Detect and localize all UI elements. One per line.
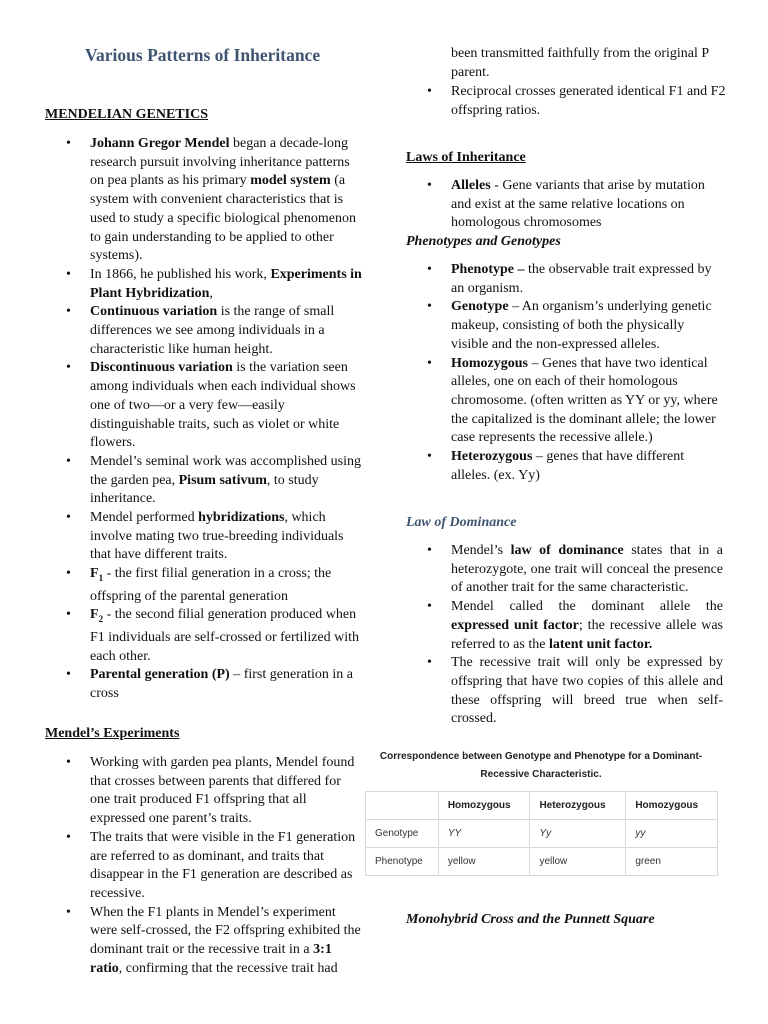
table-row <box>366 820 718 848</box>
table-cell: Phenotype <box>366 848 439 876</box>
experiments-list <box>90 754 362 978</box>
list-item: • Homozygous – Genes that have two identical alleles, one on each of their homologous chromosome. (often written as YY or yy, where the capitalized is the dominant allele; the lower case represents the recessive allele.) <box>451 355 723 449</box>
list-item: • Discontinuous variation is the variation seen among individuals when each individual shows one of two—or a very few—easily distinguishable traits, such as violet or white flowers. <box>90 359 362 453</box>
section-heading-laws: Laws of Inheritance <box>406 150 526 165</box>
list-item: • Genotype – An organism’s underlying genetic makeup, consisting of both the physically visible and the non-expressed alleles. <box>451 298 723 354</box>
mendelian-list <box>90 135 362 704</box>
table-cell: Yy <box>530 820 626 848</box>
page-title: Various Patterns of Inheritance <box>85 45 321 65</box>
list-item: • Continuous variation is the range of small differences we see among individuals in a characteristic like human height. <box>90 303 362 359</box>
table-cell: yy <box>626 820 718 848</box>
list-item: • Mendel’s law of dominance states that in a heterozygote, one trait will conceal the presence of another trait for the same characteristic. <box>451 542 723 598</box>
dominance-list <box>451 542 723 729</box>
table-header-cell: Homozygous <box>438 792 530 820</box>
laws-list <box>451 177 721 233</box>
list-item: • In 1866, he published his work, Experiments in Plant Hybridization, <box>90 266 362 303</box>
section-heading-dominance: Law of Dominance <box>406 515 517 530</box>
table-row <box>366 848 718 876</box>
list-item: • Mendel performed hybridizations, which involve mating two true-breeding individuals that have different traits. <box>90 509 362 565</box>
genotype-phenotype-table <box>365 791 718 876</box>
section-heading-phenotypes: Phenotypes and Genotypes <box>406 234 561 249</box>
table-cell: yellow <box>530 848 626 876</box>
list-item: • Alleles - Gene variants that arise by mutation and exist at the same relative locations on homologous chromosomes <box>451 177 721 233</box>
list-item: • $F_1$ - the first filial generation in a cross; the offspring of the parental generation <box>90 565 362 606</box>
list-item: • The traits that were visible in the F1 generation are referred to as dominant, and traits that disappear in the F1 generation are described as recessive. <box>90 829 362 904</box>
table-cell: green <box>626 848 718 876</box>
table-header-cell: Heterozygous <box>530 792 626 820</box>
list-item: • $F_2$ - the second filial generation produced when F1 individuals are self-crossed or fertilized with each other. <box>90 606 362 666</box>
table-header-row <box>366 792 718 820</box>
section-heading-experiments: Mendel’s Experiments <box>45 726 180 741</box>
list-item: • Heterozygous – genes that have different alleles. (ex. Yy) <box>451 448 723 485</box>
list-item: • Working with garden pea plants, Mendel found that crosses between parents that differed for one trait produced F1 offspring that all expressed one parent’s traits. <box>90 754 362 829</box>
table-cell: YY <box>438 820 530 848</box>
table-header-cell <box>366 792 439 820</box>
table-cell: Genotype <box>366 820 439 848</box>
list-item: • Mendel’s seminal work was accomplished using the garden pea, Pisum sativum, to study inheritance. <box>90 453 362 509</box>
list-item: • Johann Gregor Mendel began a decade-long research pursuit involving inheritance patterns on pea plants as his primary model system (a system with convenient characteristics that is used to study a specific biological phenomenon to gain understanding to be applied to other systems). <box>90 135 362 266</box>
section-heading-mendelian: MENDELIAN GENETICS <box>45 107 208 122</box>
table-header-cell: Homozygous <box>626 792 718 820</box>
list-item: • When the F1 plants in Mendel’s experiment were self-crossed, the F2 offspring exhibited the dominant trait or the recessive trait in a 3:1 ratio, confirming that the recessive trait had <box>90 904 362 979</box>
experiments-list-continued <box>451 83 731 120</box>
list-item: • Mendel called the dominant allele the expressed unit factor; the recessive allele was referred to as the latent unit factor. <box>451 598 723 654</box>
experiments-continuation: been transmitted faithfully from the original P parent. <box>451 46 709 80</box>
list-item: • Phenotype – the observable trait expressed by an organism. <box>451 261 723 298</box>
list-item: • The recessive trait will only be expressed by offspring that have two copies of this allele and these offspring will breed true when self-crossed. <box>451 654 723 729</box>
phenotypes-list <box>451 261 723 485</box>
table-caption: Correspondence between Genotype and Phenotype for a Dominant-Recessive Characteristic. <box>379 751 703 780</box>
table-cell: yellow <box>438 848 530 876</box>
section-heading-monohybrid: Monohybrid Cross and the Punnett Square <box>406 912 655 927</box>
list-item: • Reciprocal crosses generated identical F1 and F2 offspring ratios. <box>451 83 731 120</box>
list-item: • Parental generation (P) – first generation in a cross <box>90 666 362 703</box>
